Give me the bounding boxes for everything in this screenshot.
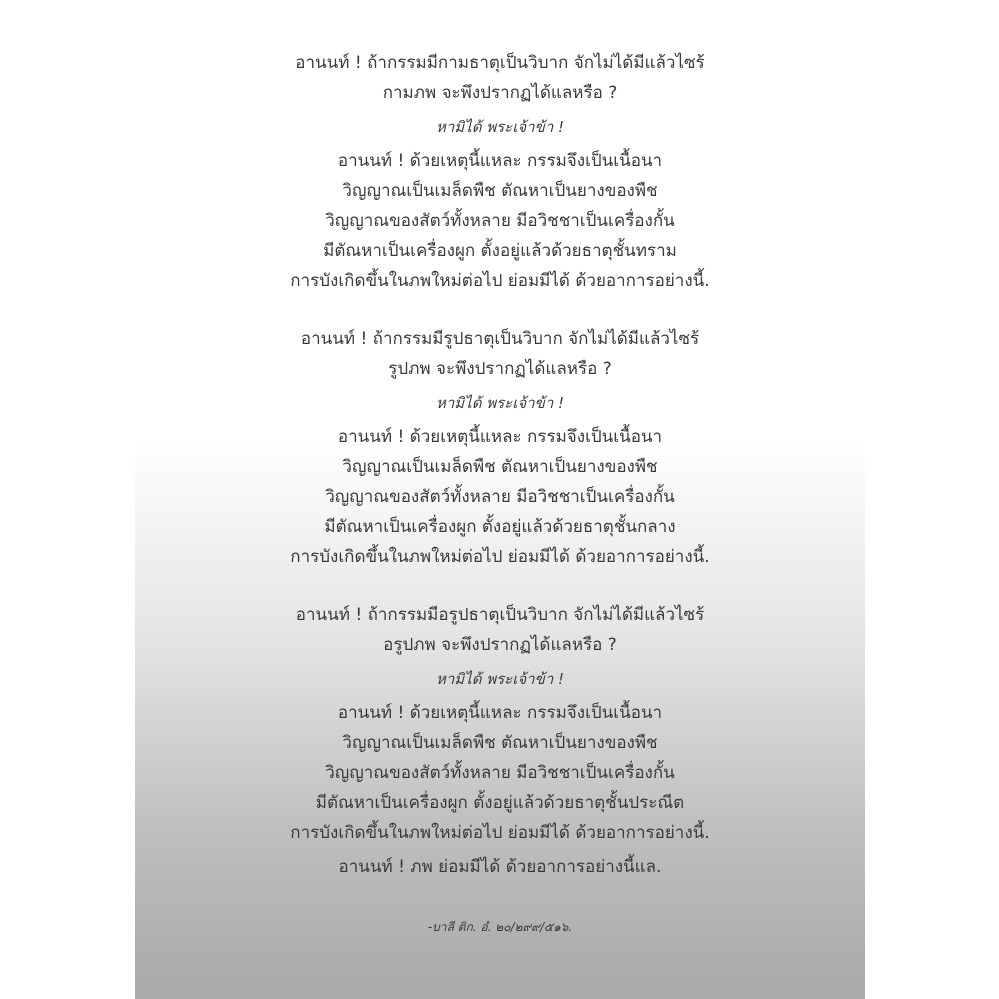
question-line: อานนท์ ! ถ้ากรรมมีอรูปธาตุเป็นวิบาก จักไม่ได้มีแล้วไซร้: [295, 605, 705, 625]
answer-line: วิญญาณของสัตว์ทั้งหลาย มีอวิชชาเป็นเครื่องกั้น: [325, 763, 675, 783]
reply-line: หามิได้ พระเจ้าข้า !: [435, 118, 565, 136]
answer-line: อานนท์ ! ด้วยเหตุนี้แหละ กรรมจึงเป็นเนื้อนา: [337, 151, 663, 171]
source-citation: -บาลี ติก. อํ. ๒๐/๒๙๙/๕๑๖.: [427, 920, 573, 934]
answer-line: วิญญาณเป็นเมล็ดพืช ตัณหาเป็นยางของพืช: [342, 733, 658, 753]
question-line: กามภพ จะพึงปรากฏได้แลหรือ ?: [382, 83, 618, 103]
answer-line: มีตัณหาเป็นเครื่องผูก ตั้งอยู่แล้วด้วยธาตุชั้นกลาง: [324, 517, 676, 537]
reply-line: หามิได้ พระเจ้าข้า !: [435, 670, 565, 688]
answer-line: การบังเกิดขึ้นในภพใหม่ต่อไป ย่อมมีได้ ด้วยอาการอย่างนี้.: [290, 823, 710, 843]
question-line: อรูปภพ จะพึงปรากฏได้แลหรือ ?: [383, 635, 617, 655]
answer-line: วิญญาณเป็นเมล็ดพืช ตัณหาเป็นยางของพืช: [342, 457, 658, 477]
reply-line: หามิได้ พระเจ้าข้า !: [435, 394, 565, 412]
answer-line: มีตัณหาเป็นเครื่องผูก ตั้งอยู่แล้วด้วยธาตุชั้นทราม: [323, 241, 677, 261]
question-line: อานนท์ ! ถ้ากรรมมีกามธาตุเป็นวิบาก จักไม่ได้มีแล้วไซร้: [295, 53, 705, 73]
question-line: อานนท์ ! ถ้ากรรมมีรูปธาตุเป็นวิบาก จักไม่ได้มีแล้วไซร้: [300, 329, 700, 349]
document-page: [135, 0, 865, 999]
question-line: รูปภพ จะพึงปรากฏได้แลหรือ ?: [388, 359, 612, 379]
dialogue-text: [135, 48, 865, 882]
answer-line: มีตัณหาเป็นเครื่องผูก ตั้งอยู่แล้วด้วยธาตุชั้นประณีต: [315, 793, 685, 813]
answer-line: วิญญาณเป็นเมล็ดพืช ตัณหาเป็นยางของพืช: [342, 181, 658, 201]
answer-line: การบังเกิดขึ้นในภพใหม่ต่อไป ย่อมมีได้ ด้วยอาการอย่างนี้.: [290, 547, 710, 567]
answer-line: วิญญาณของสัตว์ทั้งหลาย มีอวิชชาเป็นเครื่องกั้น: [325, 211, 675, 231]
answer-line: การบังเกิดขึ้นในภพใหม่ต่อไป ย่อมมีได้ ด้วยอาการอย่างนี้.: [290, 271, 710, 291]
conclusion-line: อานนท์ ! ภพ ย่อมมีได้ ด้วยอาการอย่างนี้แล.: [338, 857, 662, 877]
answer-line: อานนท์ ! ด้วยเหตุนี้แหละ กรรมจึงเป็นเนื้อนา: [337, 703, 663, 723]
answer-line: อานนท์ ! ด้วยเหตุนี้แหละ กรรมจึงเป็นเนื้อนา: [337, 427, 663, 447]
answer-line: วิญญาณของสัตว์ทั้งหลาย มีอวิชชาเป็นเครื่องกั้น: [325, 487, 675, 507]
